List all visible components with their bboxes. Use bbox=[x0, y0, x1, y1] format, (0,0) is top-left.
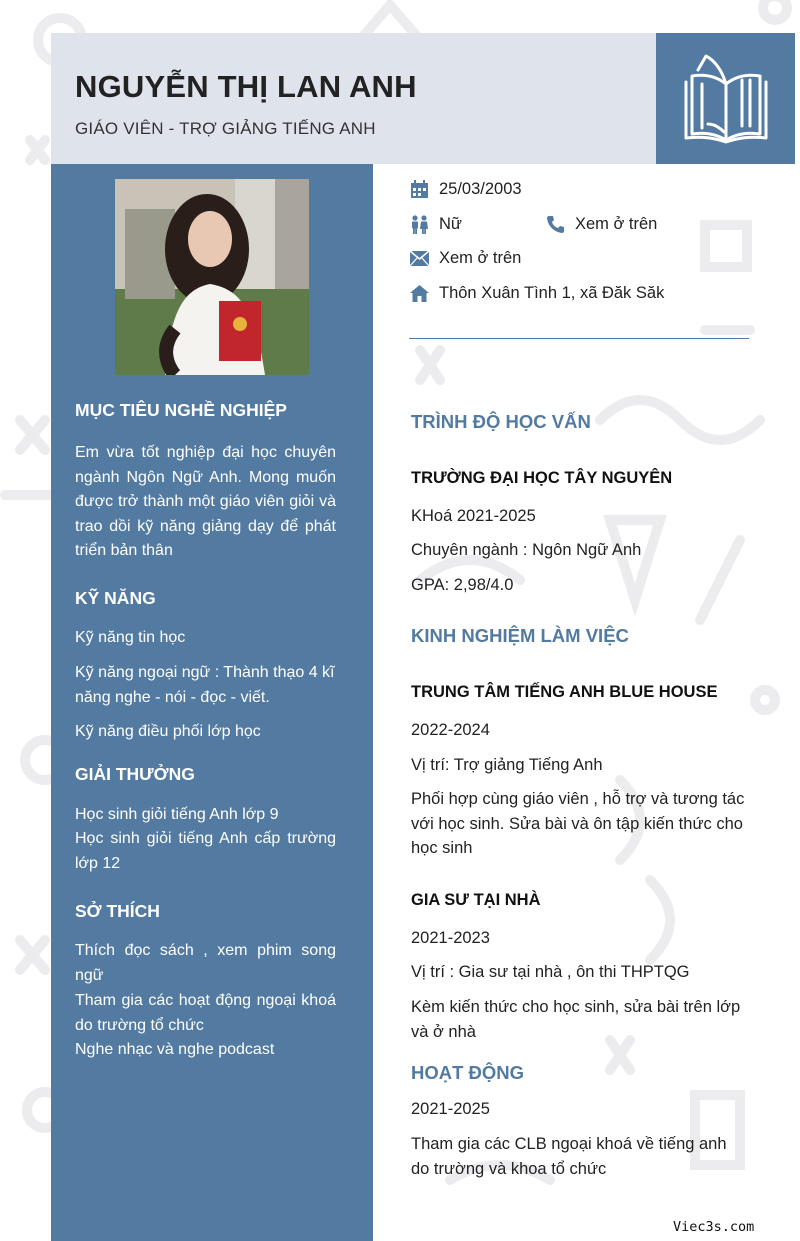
profile-photo bbox=[115, 179, 309, 375]
education-gpa: GPA: 2,98/4.0 bbox=[411, 576, 514, 594]
activities-title: HOẠT ĐỘNG bbox=[411, 1062, 525, 1083]
job-position: Vị trí: Trợ giảng Tiếng Anh bbox=[411, 756, 603, 774]
activity-description: Tham gia các CLB ngoại khoá về tiếng anh do trường và khoa tổ chức bbox=[411, 1135, 727, 1178]
job-org: GIA SƯ TẠI NHÀ bbox=[411, 891, 541, 909]
education-title: TRÌNH ĐỘ HỌC VẤN bbox=[411, 411, 591, 432]
hobbies-title: SỞ THÍCH bbox=[75, 901, 160, 921]
address-row bbox=[410, 284, 664, 303]
job-period: 2022-2024 bbox=[411, 721, 490, 739]
education-major: Chuyên ngành : Ngôn Ngữ Anh bbox=[411, 541, 642, 559]
address: Thôn Xuân Tình 1, xã Đăk Săk bbox=[439, 284, 665, 302]
header-icon-box bbox=[656, 33, 795, 164]
gender-row bbox=[410, 215, 462, 234]
experience-title: KINH NGHIỆM LÀM VIỆC bbox=[411, 625, 629, 646]
hobby-item: Thích đọc sách , xem phim song ngữ bbox=[75, 942, 336, 984]
phone: Xem ở trên bbox=[575, 215, 658, 233]
birthdate-row bbox=[410, 180, 522, 199]
contact-divider bbox=[409, 338, 749, 339]
job-position: Vị trí : Gia sư tại nhà , ôn thi THPTQG bbox=[411, 963, 690, 981]
people-icon bbox=[410, 215, 429, 234]
objective-title: MỤC TIÊU NGHỀ NGHIỆP bbox=[75, 400, 287, 420]
phone-icon bbox=[546, 215, 565, 234]
school-name: TRƯỜNG ĐẠI HỌC TÂY NGUYÊN bbox=[411, 469, 673, 487]
candidate-role: GIÁO VIÊN - TRỢ GIẢNG TIẾNG ANH bbox=[75, 119, 376, 138]
skill-item: Kỹ năng ngoại ngữ : Thành thạo 4 kĩ năng nghe - nói - đọc - viết. bbox=[75, 664, 335, 706]
email: Xem ở trên bbox=[439, 249, 522, 267]
award-item: Học sinh giỏi tiếng Anh cấp trường lớp 12 bbox=[75, 830, 336, 872]
candidate-name: NGUYỄN THỊ LAN ANH bbox=[75, 69, 417, 104]
header-banner bbox=[51, 33, 656, 164]
gender: Nữ bbox=[439, 215, 462, 233]
job-org: TRUNG TÂM TIẾNG ANH BLUE HOUSE bbox=[411, 683, 718, 701]
phone-row bbox=[546, 215, 657, 234]
job-description: Kèm kiến thức cho học sinh, sửa bài trên lớp và ở nhà bbox=[411, 998, 741, 1041]
awards-title: GIẢI THƯỞNG bbox=[75, 764, 195, 784]
job-period: 2021-2023 bbox=[411, 929, 490, 947]
hobby-item: Tham gia các hoạt động ngoại khoá do trường tổ chức bbox=[75, 992, 336, 1034]
education-period: KHoá 2021-2025 bbox=[411, 507, 536, 525]
site-watermark: Viec3s.com bbox=[673, 1219, 755, 1235]
objective-text: Em vừa tốt nghiệp đại học chuyên ngành Ngôn Ngữ Anh. Mong muốn được trở thành một giáo viên giỏi và trao dồi kỹ năng giảng dạy để phát triển bản thân bbox=[75, 444, 336, 559]
birthdate: 25/03/2003 bbox=[439, 180, 522, 198]
open-book-icon bbox=[678, 54, 774, 144]
job-description: Phối hợp cùng giáo viên , hỗ trợ và tương tác với học sinh. Sửa bài và ôn tập kiến thức cho học sinh bbox=[411, 790, 745, 857]
sidebar bbox=[51, 164, 373, 1241]
envelope-icon bbox=[410, 251, 429, 266]
home-icon bbox=[410, 285, 429, 302]
hobby-item: Nghe nhạc và nghe podcast bbox=[75, 1041, 275, 1058]
skills-title: KỸ NĂNG bbox=[75, 588, 156, 608]
calendar-icon bbox=[410, 180, 429, 199]
skill-item: Kỹ năng điều phối lớp học bbox=[75, 723, 261, 740]
email-row bbox=[410, 249, 521, 268]
skill-item: Kỹ năng tin học bbox=[75, 629, 186, 646]
award-item: Học sinh giỏi tiếng Anh lớp 9 bbox=[75, 806, 279, 823]
activity-period: 2021-2025 bbox=[411, 1100, 490, 1118]
